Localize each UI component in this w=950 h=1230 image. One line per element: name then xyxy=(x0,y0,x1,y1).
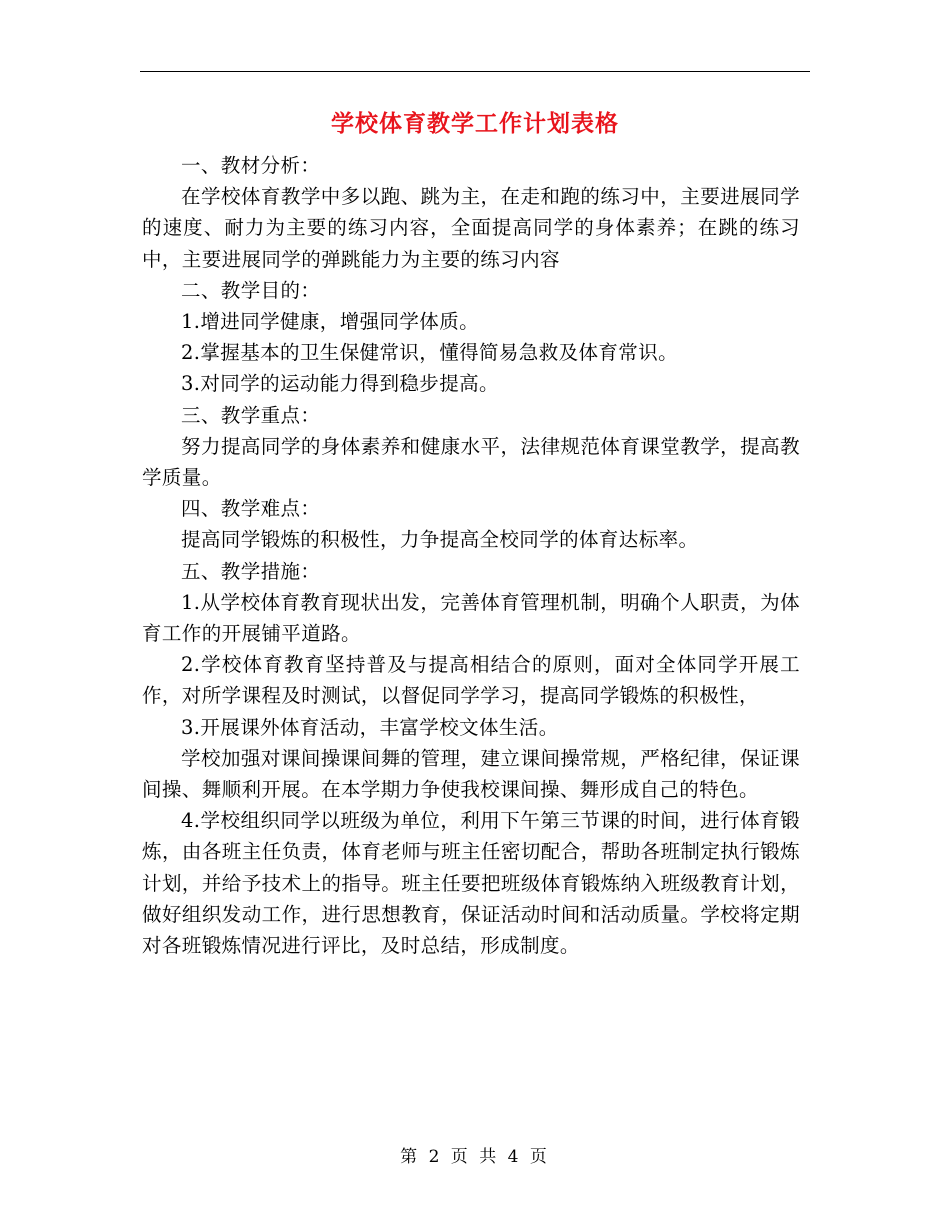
section-heading-difficulties: 四、教学难点： xyxy=(181,497,321,521)
section-heading-key-points: 三、教学重点： xyxy=(181,403,321,427)
document-title: 学校体育教学工作计划表格 xyxy=(331,110,619,137)
document-body xyxy=(142,150,800,961)
goal-item-2: 2.掌握基本的卫生保健常识，懂得简易急救及体育常识。 xyxy=(181,341,679,365)
header-rule xyxy=(140,71,810,72)
section-heading-material-analysis: 一、教材分析： xyxy=(181,154,321,177)
paragraph-difficulties: 提高同学锻炼的积极性，力争提高全校同学的体育达标率。 xyxy=(181,528,699,552)
measure-item-3: 3.开展课外体育活动，丰富学校文体生活。 xyxy=(181,715,559,739)
section-heading-measures: 五、教学措施： xyxy=(181,559,321,583)
paragraph-material-analysis: 在学校体育教学中多以跑、跳为主，在走和跑的练习中，主要进展同学的速度、耐力为主要的练习内容，全面提高同学的身体素养；在跳的练习中，主要进展同学的弹跳能力为主要的练习内容 xyxy=(142,185,800,271)
measure-item-1: 1.从学校体育教育现状出发，完善体育管理机制，明确个人职责，为体育工作的开展铺平道路。 xyxy=(142,590,800,646)
goal-item-1: 1.增进同学健康，增强同学体质。 xyxy=(181,310,480,334)
paragraph-key-points: 努力提高同学的身体素养和健康水平，法律规范体育课堂教学，提高教学质量。 xyxy=(142,434,800,490)
section-heading-teaching-goals: 二、教学目的： xyxy=(181,278,321,302)
measure-item-2: 2.学校体育教育坚持普及与提高相结合的原则，面对全体同学开展工作，对所学课程及时测试，以督促同学学习，提高同学锻炼的积极性， xyxy=(142,653,800,708)
measure-item-4: 4.学校组织同学以班级为单位，利用下午第三节课的时间，进行体育锻炼，由各班主任负责，体育老师与班主任密切配合，帮助各班制定执行锻炼计划，并给予技术上的指导。班主任要把班级体育锻炼纳入班级教育计划，做好组织发动工作，进行思想教育，保证活动时间和活动质量。学校将定期对各班锻炼情况进行评比，及时总结，形成制度。 xyxy=(142,809,800,958)
page-number: 第 2 页 共 4 页 xyxy=(400,1147,550,1167)
paragraph-exercise-management: 学校加强对课间操课间舞的管理，建立课间操常规，严格纪律，保证课间操、舞顺利开展。在本学期力争使我校课间操、舞形成自己的特色。 xyxy=(142,746,800,802)
goal-item-3: 3.对同学的运动能力得到稳步提高。 xyxy=(181,372,499,396)
